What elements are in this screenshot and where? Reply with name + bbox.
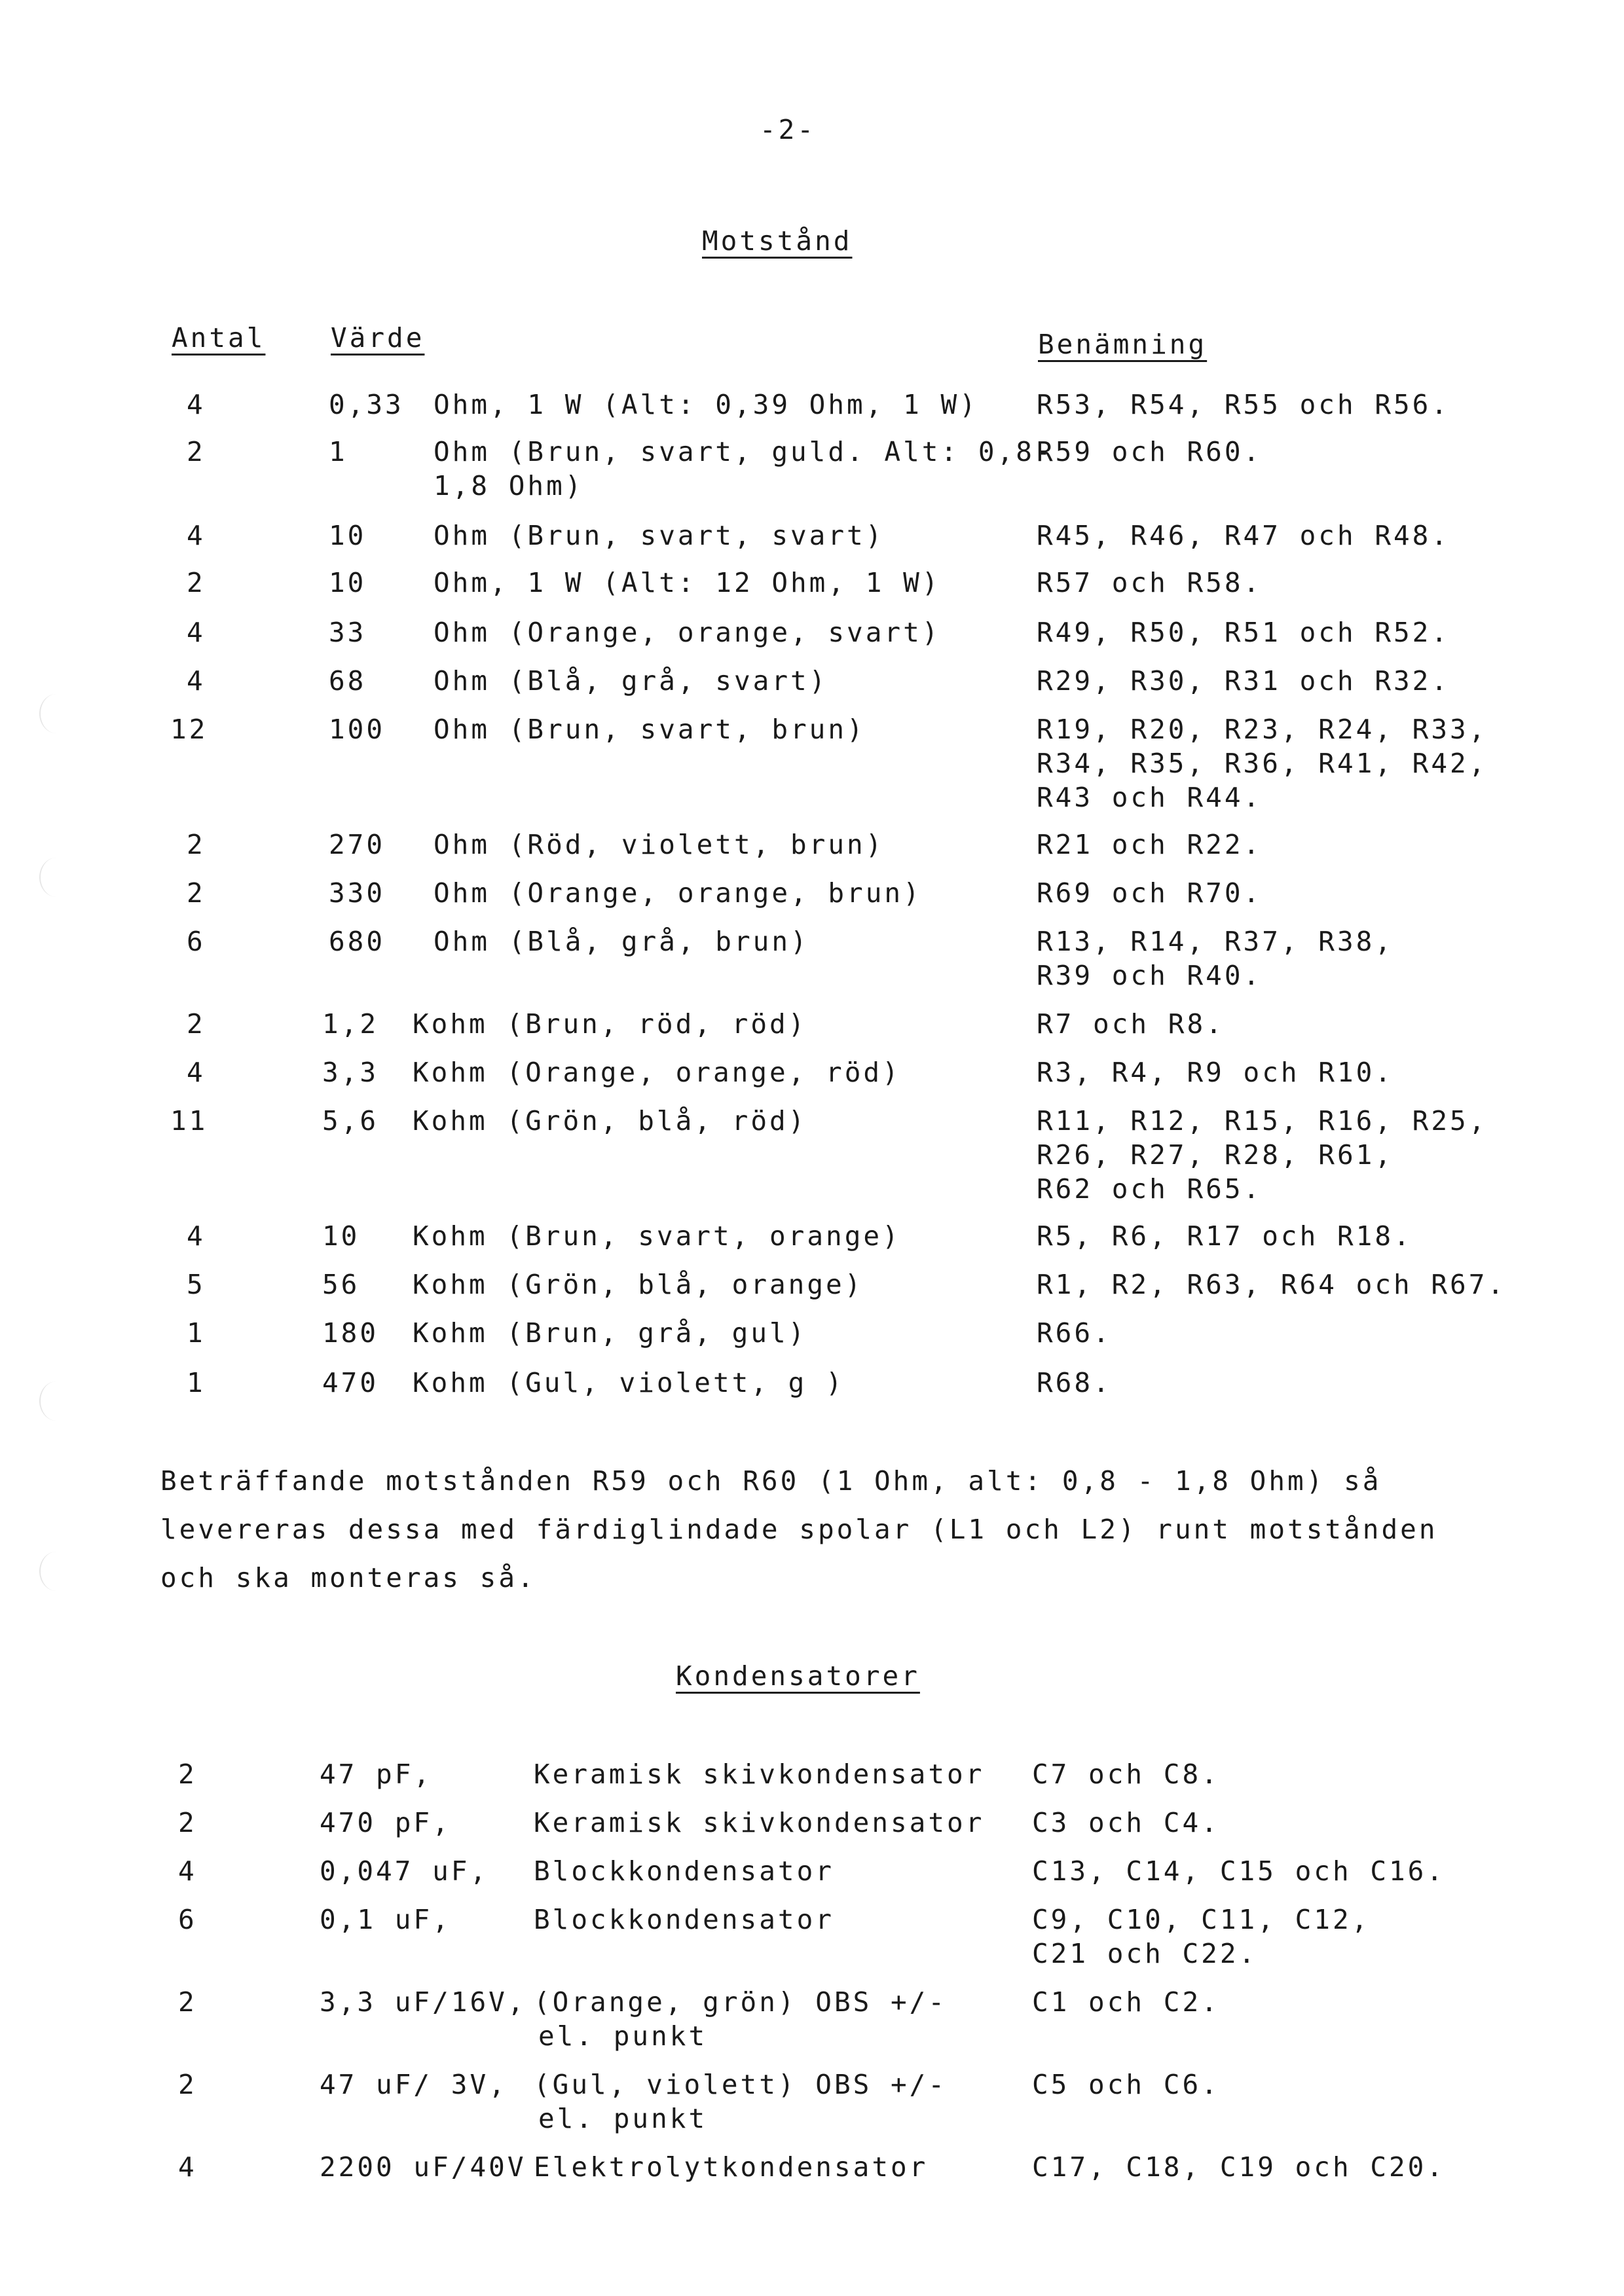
capacitor-description: Elektrolytkondensator xyxy=(534,2151,929,2183)
resistor-qty: 2 xyxy=(187,877,206,909)
capacitor-qty: 6 xyxy=(178,1904,197,1935)
resistor-qty: 2 xyxy=(187,567,206,598)
capacitor-description: el. punkt xyxy=(538,2020,708,2052)
capacitor-qty: 2 xyxy=(178,1758,197,1790)
resistor-qty: 4 xyxy=(187,520,206,551)
resistor-description: Ohm (Brun, svart, svart) xyxy=(434,520,885,551)
capacitors-title: Kondensatorer xyxy=(676,1660,920,1692)
resistor-designation: R7 och R8. xyxy=(1037,1008,1225,1040)
resistor-designation: R53, R54, R55 och R56. xyxy=(1037,389,1450,420)
resistors-title: Motstånd xyxy=(702,225,853,257)
resistor-value: 680 xyxy=(329,926,386,957)
resistor-qty: 4 xyxy=(187,617,206,648)
resistor-designation: R1, R2, R63, R64 och R67. xyxy=(1037,1269,1507,1300)
capacitor-designation: C7 och C8. xyxy=(1032,1758,1220,1790)
capacitor-description: el. punkt xyxy=(538,2103,708,2134)
resistor-designation: R21 och R22. xyxy=(1037,829,1263,860)
resistor-description: Kohm (Brun, svart, orange) xyxy=(413,1220,901,1252)
resistor-designation: R59 och R60. xyxy=(1037,436,1263,467)
capacitor-value: 0,1 uF, xyxy=(320,1904,451,1935)
resistor-value: 3,3 xyxy=(322,1057,379,1088)
resistor-designation: R43 och R44. xyxy=(1037,782,1263,813)
resistor-value: 1 xyxy=(329,436,348,467)
capacitor-designation: C17, C18, C19 och C20. xyxy=(1032,2151,1446,2183)
resistor-designation: R68. xyxy=(1037,1367,1112,1398)
resistor-value: 0,33 xyxy=(329,389,404,420)
capacitor-value: 470 pF, xyxy=(320,1807,451,1838)
resistor-designation: R29, R30, R31 och R32. xyxy=(1037,665,1450,697)
resistor-qty: 4 xyxy=(187,665,206,697)
punch-hole-mark xyxy=(39,1381,73,1421)
punch-hole-mark xyxy=(39,694,73,733)
capacitor-qty: 4 xyxy=(178,1855,197,1887)
resistor-qty: 2 xyxy=(187,1008,206,1040)
resistor-description: 1,8 Ohm) xyxy=(434,470,584,501)
header-value: Värde xyxy=(331,322,425,354)
header-designation: Benämning xyxy=(1038,329,1208,360)
resistor-description: Ohm (Blå, grå, brun) xyxy=(434,926,809,957)
resistor-description: Ohm (Orange, orange, svart) xyxy=(434,617,941,648)
page-number: -2- xyxy=(760,114,817,145)
resistor-qty: 2 xyxy=(187,436,206,467)
resistor-value: 470 xyxy=(322,1367,379,1398)
resistor-qty: 5 xyxy=(187,1269,206,1300)
resistor-designation: R3, R4, R9 och R10. xyxy=(1037,1057,1393,1088)
resistor-designation: R19, R20, R23, R24, R33, xyxy=(1037,714,1488,745)
capacitor-description: (Gul, violett) OBS +/- xyxy=(534,2069,948,2100)
resistor-value: 5,6 xyxy=(322,1105,379,1137)
resistor-qty: 4 xyxy=(187,389,206,420)
capacitor-qty: 2 xyxy=(178,2069,197,2100)
resistor-designation: R57 och R58. xyxy=(1037,567,1263,598)
resistor-description: Kohm (Grön, blå, röd) xyxy=(413,1105,807,1137)
resistor-designation: R45, R46, R47 och R48. xyxy=(1037,520,1450,551)
capacitor-designation: C9, C10, C11, C12, xyxy=(1032,1904,1371,1935)
capacitor-description: (Orange, grön) OBS +/- xyxy=(534,1986,948,2018)
resistor-value: 330 xyxy=(329,877,386,909)
capacitor-designation: C3 och C4. xyxy=(1032,1807,1220,1838)
resistor-description: Ohm (Blå, grå, svart) xyxy=(434,665,828,697)
resistor-value: 270 xyxy=(329,829,386,860)
resistor-value: 33 xyxy=(329,617,367,648)
capacitor-qty: 2 xyxy=(178,1986,197,2018)
resistor-description: Ohm, 1 W (Alt: 12 Ohm, 1 W) xyxy=(434,567,941,598)
resistor-value: 100 xyxy=(329,714,386,745)
resistor-designation: R5, R6, R17 och R18. xyxy=(1037,1220,1412,1252)
resistor-designation: R11, R12, R15, R16, R25, xyxy=(1037,1105,1488,1137)
resistor-qty: 6 xyxy=(187,926,206,957)
capacitor-description: Keramisk skivkondensator xyxy=(534,1807,985,1838)
capacitor-value: 3,3 uF/16V, xyxy=(320,1986,526,2018)
resistor-designation: R69 och R70. xyxy=(1037,877,1263,909)
capacitor-designation: C13, C14, C15 och C16. xyxy=(1032,1855,1446,1887)
resistor-designation: R49, R50, R51 och R52. xyxy=(1037,617,1450,648)
resistor-qty: 1 xyxy=(187,1317,206,1349)
header-qty: Antal xyxy=(172,322,266,354)
capacitor-qty: 2 xyxy=(178,1807,197,1838)
resistor-description: Ohm (Orange, orange, brun) xyxy=(434,877,922,909)
resistor-designation: R26, R27, R28, R61, xyxy=(1037,1139,1393,1171)
resistor-designation: R62 och R65. xyxy=(1037,1173,1263,1205)
capacitor-designation: C1 och C2. xyxy=(1032,1986,1220,2018)
resistor-value: 180 xyxy=(322,1317,379,1349)
punch-hole-mark xyxy=(39,1552,73,1591)
resistor-qty: 12 xyxy=(170,714,208,745)
note-line: levereras dessa med färdiglindade spolar (L1 och L2) runt motstånden xyxy=(160,1514,1438,1545)
resistor-value: 68 xyxy=(329,665,367,697)
capacitor-description: Keramisk skivkondensator xyxy=(534,1758,985,1790)
resistor-value: 56 xyxy=(322,1269,360,1300)
capacitor-value: 47 pF, xyxy=(320,1758,433,1790)
resistor-qty: 1 xyxy=(187,1367,206,1398)
resistor-qty: 4 xyxy=(187,1057,206,1088)
capacitor-qty: 4 xyxy=(178,2151,197,2183)
capacitor-designation: C5 och C6. xyxy=(1032,2069,1220,2100)
capacitor-designation: C21 och C22. xyxy=(1032,1938,1258,1969)
resistor-qty: 4 xyxy=(187,1220,206,1252)
punch-hole-mark xyxy=(39,858,73,897)
resistor-description: Kohm (Brun, grå, gul) xyxy=(413,1317,807,1349)
resistor-value: 10 xyxy=(329,567,367,598)
resistor-description: Kohm (Orange, orange, röd) xyxy=(413,1057,901,1088)
resistor-qty: 11 xyxy=(170,1105,208,1137)
resistor-designation: R39 och R40. xyxy=(1037,960,1263,991)
note-line: Beträffande motstånden R59 och R60 (1 Ohm, alt: 0,8 - 1,8 Ohm) så xyxy=(160,1465,1382,1497)
resistor-value: 10 xyxy=(329,520,367,551)
capacitor-value: 0,047 uF, xyxy=(320,1855,489,1887)
capacitor-description: Blockkondensator xyxy=(534,1904,834,1935)
resistor-description: Kohm (Brun, röd, röd) xyxy=(413,1008,807,1040)
resistor-designation: R13, R14, R37, R38, xyxy=(1037,926,1393,957)
resistor-value: 10 xyxy=(322,1220,360,1252)
resistor-description: Ohm (Brun, svart, guld. Alt: 0,8- xyxy=(434,436,1054,467)
resistor-designation: R66. xyxy=(1037,1317,1112,1349)
capacitor-value: 2200 uF/40V xyxy=(320,2151,526,2183)
resistor-description: Ohm, 1 W (Alt: 0,39 Ohm, 1 W) xyxy=(434,389,978,420)
resistor-description: Kohm (Grön, blå, orange) xyxy=(413,1269,864,1300)
resistor-description: Ohm (Brun, svart, brun) xyxy=(434,714,866,745)
note-line: och ska monteras så. xyxy=(160,1562,536,1594)
resistor-designation: R34, R35, R36, R41, R42, xyxy=(1037,748,1488,779)
capacitor-description: Blockkondensator xyxy=(534,1855,834,1887)
resistor-value: 1,2 xyxy=(322,1008,379,1040)
resistor-qty: 2 xyxy=(187,829,206,860)
resistor-description: Kohm (Gul, violett, g ) xyxy=(413,1367,845,1398)
resistor-description: Ohm (Röd, violett, brun) xyxy=(434,829,885,860)
capacitor-value: 47 uF/ 3V, xyxy=(320,2069,507,2100)
